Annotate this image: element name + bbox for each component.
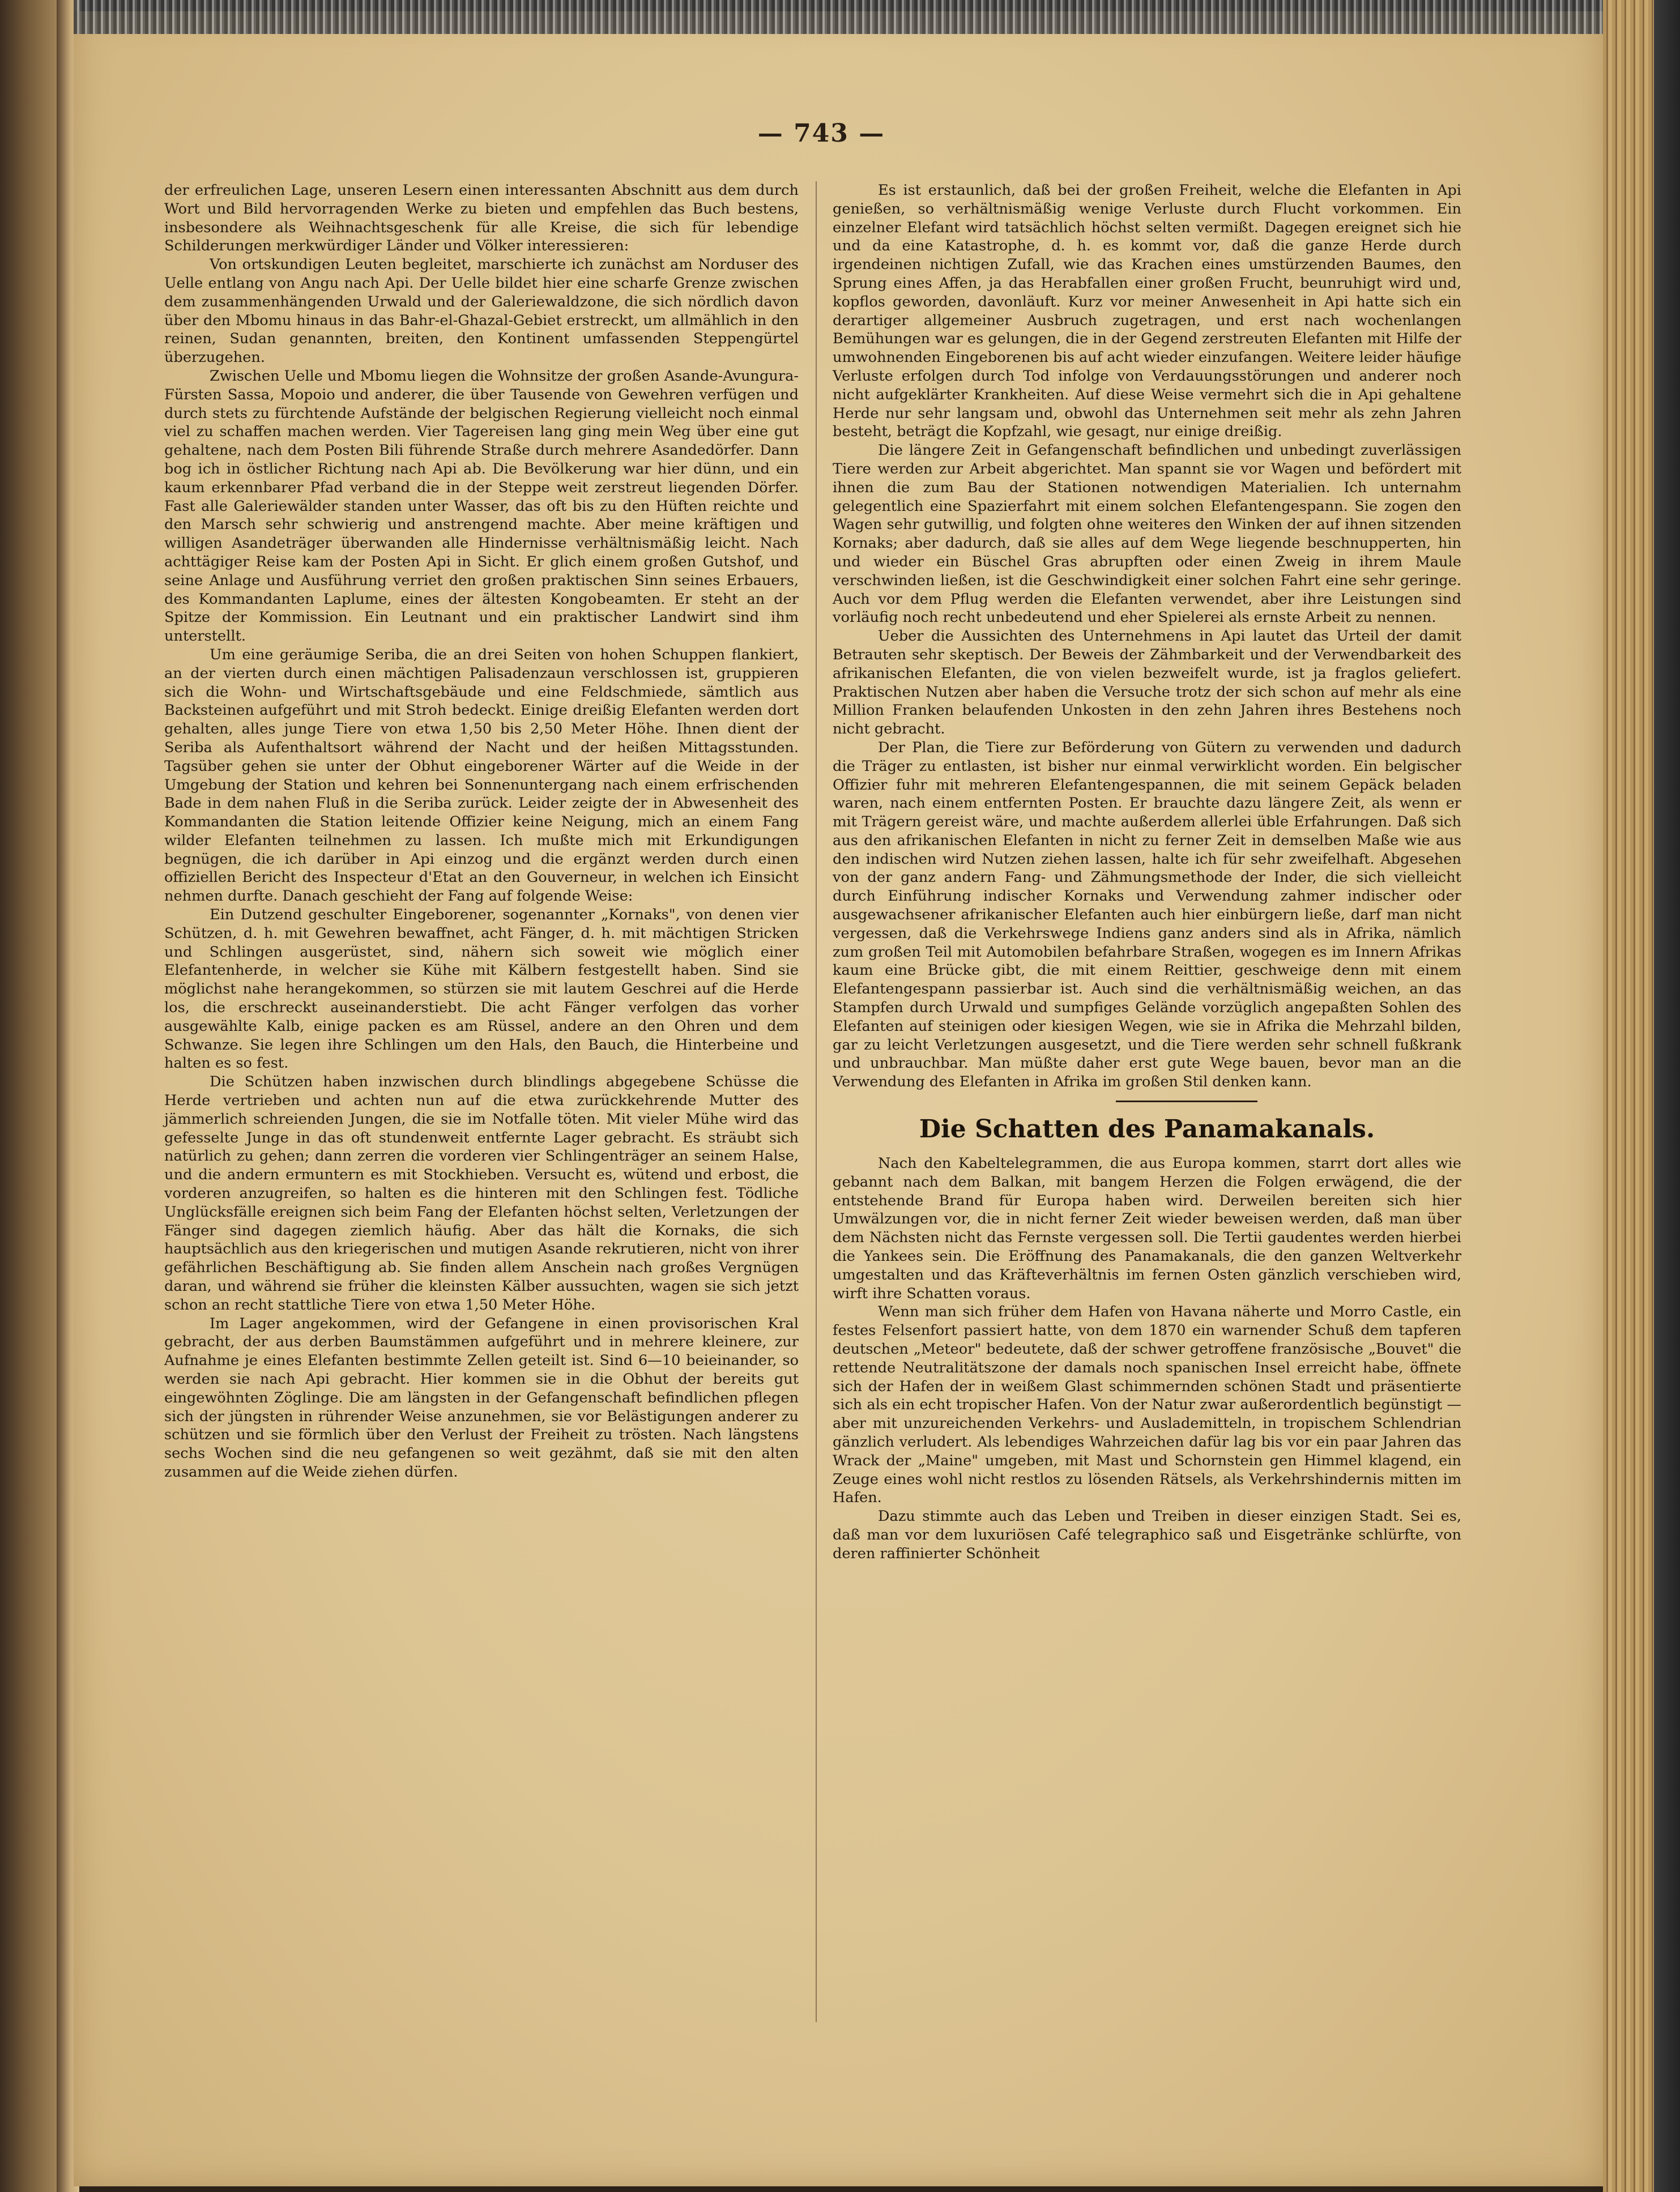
paragraph: Um eine geräumige Seriba, die an drei Seiten von hohen Schuppen flankiert, an der vierten durch einen mächtigen Palisadenzaun verschlossen ist, gruppieren sich die Wohn- und Wirtschaftsgebäude und eine Feldschmiede, sämtlich aus Backsteinen aufgeführt und mit Stroh bedeckt. Einige dreißig Elefanten werden dort gehalten, alles junge Tiere von etwa 1,50 bis 2,50 Meter Höhe. Ihnen dient der Seriba als Aufenthaltsort während der Nacht und der heißen Mittagsstunden. Tagsüber gehen sie unter der Obhut eingeborener Wärter auf die Weide in der Umgebung der Station und kehren bei Sonnenuntergang nach einem erfrischenden Bade in dem nahen Fluß in die Seriba zurück. Leider zeigte der in Abwesenheit des Kommandanten die Station leitende Offizier keine Neigung, mich an einem Fang wilder Elefanten teilnehmen zu lassen. Ich mußte mich mit Erkundigungen begnügen, die ich darüber in Api einzog und die ergänzt werden durch einen offiziellen Bericht des Inspecteur d'Etat an den Gouverneur, in welchen ich Einsicht nehmen durfte. Danach geschieht der Fang auf folgende Weise: (164, 646, 799, 905)
paragraph: Im Lager angekommen, wird der Gefangene in einen provisorischen Kral gebracht, der aus derben Baumstämmen aufgeführt und in mehrere kleinere, zur Aufnahme je eines Elefanten bestimmte Zellen geteilt ist. Sind 6—10 beieinander, so werden sie nach Api gebracht. Hier kommen sie in die Obhut der bereits gut eingewöhnten Zöglinge. Die am längsten in der Gefangenschaft befindlichen pflegen sich der jüngsten in rührender Weise anzunehmen, sie vor Belästigungen anderer zu schützen und sie förmlich über den Verlust der Freiheit zu trösten. Nach längstens sechs Wochen sind die neu gefangenen so weit gezähmt, daß sie mit den alten zusammen auf die Weide ziehen dürfen. (164, 1315, 799, 1481)
right-column-top-text (833, 181, 1461, 1091)
left-column (164, 181, 799, 1482)
paragraph: Dazu stimmte auch das Leben und Treiben in dieser einzigen Stadt. Sei es, daß man vor dem luxuriösen Café telegraphico saß und Eisgetränke schlürfte, von deren raffinierter Schönheit (833, 1508, 1461, 1562)
book-cover-edge (1654, 0, 1680, 2192)
right-column-bottom-text (833, 1154, 1461, 1563)
paragraph: Es ist erstaunlich, daß bei der großen Freiheit, welche die Elefanten in Api genießen, so verhältnismäßig wenige Verluste durch Flucht vorkommen. Ein einzelner Elefant wird tatsächlich höchst selten vermißt. Dagegen ereignet sich hie und da eine Katastrophe, d. h. es kommt vor, daß die ganze Herde durch irgendeinen nichtigen Zufall, wie das Krachen eines umstürzenden Baumes, den Sprung eines Affen, ja das Herabfallen einer großen Frucht, beunruhigt wird und, kopflos geworden, davonläuft. Kurz vor meiner Anwesenheit in Api hatte sich ein derartiger allgemeiner Ausbruch zugetragen, und erst nach wochenlangen Bemühungen war es gelungen, die in der Gegend zerstreuten Elefanten mit Hilfe der umwohnenden Eingeborenen bis auf acht wieder einzufangen. Weitere leider häufige Verluste erfolgen durch Tod infolge von Verdauungsstörungen und anderer noch nicht aufgeklärter Krankheiten. Auf diese Weise vermehrt sich die in Api gehaltene Herde nur sehr langsam und, obwohl das Unternehmen seit mehr als zehn Jahren besteht, beträgt die Kopfzahl, wie gesagt, nur einige dreißig. (833, 182, 1461, 441)
page-number: — 743 — (757, 119, 885, 148)
paragraph: der erfreulichen Lage, unseren Lesern einen interessanten Abschnitt aus dem durch Wort und Bild hervorragenden Werke zu bieten und empfehlen das Buch bestens, insbesondere als Weihnachtsgeschenk für alle Kreise, die sich für lebendige Schilderungen merkwürdiger Länder und Völker interessieren: (164, 182, 799, 255)
paragraph: Die längere Zeit in Gefangenschaft befindlichen und unbedingt zuverlässigen Tiere werden zur Arbeit abgerichtet. Man spannt sie vor Wagen und befördert mit ihnen die zum Bau der Stationen notwendigen Materialien. Ich unternahm gelegentlich eine Spazierfahrt mit einem solchen Elefantengespann. Sie zogen den Wagen sehr gutwillig, und folgten ohne weiteres den Winken der auf ihnen sitzenden Kornaks; aber dadurch, daß sie alles auf dem Wege liegende beschnupperten, hin und wieder ein Büschel Gras abrupften oder einen Zweig in ihrem Maule verschwinden ließen, ist die Geschwindigkeit einer solchen Fahrt eine sehr geringe. Auch vor dem Pflug werden die Elefanten verwendet, aber ihre Leistungen sind vorläufig noch recht unbedeutend und eher Spielerei als ernste Arbeit zu nennen. (833, 442, 1461, 626)
paragraph: Ueber die Aussichten des Unternehmens in Api lautet das Urteil der damit Betrauten sehr skeptisch. Der Beweis der Zähmbarkeit und der Verwendbarkeit des afrikanischen Elefanten, die von vielen bezweifelt wurde, ist ja fraglos geliefert. Praktischen Nutzen aber haben die Versuche trotz der sich schon auf mehr als eine Million Franken belaufenden Unkosten in den zehn Jahren ihres Bestehens noch nicht gebracht. (833, 628, 1461, 738)
paragraph: Zwischen Uelle und Mbomu liegen die Wohnsitze der großen Asande-Avungura-Fürsten Sassa, Mopoio und anderer, die über Tausende von Gewehren verfügen und durch stets zu fürchtende Aufstände der belgischen Regierung vielleicht noch einmal viel zu schaffen machen werden. Vier Tagereisen lang ging mein Weg über eine gut gehaltene, nach dem Posten Bili führende Straße durch mehrere Asandedörfer. Dann bog ich in östlicher Richtung nach Api ab. Die Bevölkerung war hier dünn, und ein kaum erkennbarer Pfad verband die in der Steppe weit zerstreut liegenden Dörfer. Fast alle Galeriewälder standen unter Wasser, das oft bis zu den Hüften reichte und den Marsch sehr schwierig und anstrengend machte. Aber meine kräftigen und willigen Asandeträger überwanden alle Hindernisse verhältnismäßig leicht. Nach achttägiger Reise kam der Posten Api in Sicht. Er glich einem großen Gutshof, und seine Anlage und Ausführung verriet den großen praktischen Sinn seines Erbauers, des Kommandanten Laplume, eines der ältesten Kongobeamten. Er steht an der Spitze der Kommission. Ein Leutnant und ein praktischer Landwirt sind ihm unterstellt. (164, 367, 799, 645)
paragraph: Ein Dutzend geschulter Eingeborener, sogenannter „Kornaks", von denen vier Schützen, d. h. mit Gewehren bewaffnet, acht Fänger, d. h. mit mächtigen Stricken und Schlingen ausgerüstet, sind, nähern sich soweit wie möglich einer Elefantenherde, in welcher sie Kühe mit Kälbern festgestellt haben. Sind sie möglichst nahe herangekommen, so stürzen sie mit lautem Geschrei auf die Herde los, die erschreckt auseinanderstiebt. Die acht Fänger verfolgen das vorher ausgewählte Kalb, einige packen es am Rüssel, andere an den Ohren und dem Schwanze. Sie legen ihre Schlingen um den Hals, den Bauch, die Hinterbeine und halten es so fest. (164, 906, 799, 1072)
paragraph: Der Plan, die Tiere zur Beförderung von Gütern zu verwenden und dadurch die Träger zu entlasten, ist bisher nur einmal verwirklicht worden. Ein belgischer Offizier fuhr mit mehreren Elefantengespannen, die mit seinem Gepäck beladen waren, nach einem entfernten Posten. Er brauchte dazu längere Zeit, als wenn er mit Trägern gereist wäre, und machte außerdem allerlei üble Erfahrungen. Daß sich aus den afrikanischen Elefanten in nicht zu ferner Zeit in demselben Maße wie aus den indischen wird Nutzen ziehen lassen, halte ich für sehr zweifelhaft. Abgesehen von der ganz andern Fang- und Zähmungsmethode der Inder, die sich vielleicht durch Einführung indischer Kornaks und Verwendung zahmer indischer oder ausgewachsener afrikanischer Elefanten auch hier einbürgern ließe, darf man nicht vergessen, daß die Verkehrswege Indiens ganz anders sind als in Afrika, nämlich zum großen Teil mit Automobilen befahrbare Straßen, wogegen es im Innern Afrikas kaum eine Brücke gibt, die mit einem Reittier, geschweige denn mit einem Elefantengespann passierbar ist. Auch sind die verhältnismäßig weichen, an das Stampfen durch Urwald und sumpfiges Gelände vorzüglich angepaßten Sohlen des Elefanten auf steinigen oder kiesigen Wegen, wie sie in Afrika die Mehrzahl bilden, gar zu leicht Verletzungen ausgesetzt, und die Tiere werden sehr schnell fußkrank und unbrauchbar. Man müßte daher erst gute Wege bauen, bevor man an die Verwendung des Elefanten in Afrika im großen Stil denken kann. (833, 739, 1461, 1091)
paragraph: Wenn man sich früher dem Hafen von Havana näherte und Morro Castle, ein festes Felsenfort passiert hatte, von dem 1870 ein warnender Schuß dem tapferen deutschen „Meteor" bedeutete, daß der schwer getroffene französische „Bouvet" die rettende Neutralitätszone der damals noch spanischen Insel erreicht habe, öffnete sich der Hafen der in weißem Glast schimmernden schönen Stadt und präsentierte sich als ein echt tropischer Hafen. Von der Natur zwar außerordentlich begünstigt — aber mit unzureichenden Verkehrs- und Auslademitteln, in tropischem Schlendrian gänzlich verludert. Als lebendiges Wahrzeichen dafür lag bis vor ein paar Jahren das Wrack der „Maine" umgeben, mit Mast und Schornstein gen Himmel klagend, ein Zeuge eines wohl nicht restlos zu lösenden Rätsels, als Verkehrshindernis mitten im Hafen. (833, 1303, 1461, 1507)
paragraph: Von ortskundigen Leuten begleitet, marschierte ich zunächst am Norduser des Uelle entlang von Angu nach Api. Der Uelle bildet hier eine scharfe Grenze zwischen dem zusammenhängenden Urwald und der Galeriewaldzone, die sich nördlich davon über den Mbomu hinaus in das Bahr-el-Ghazal-Gebiet erstreckt, um allmählich in den reinen, Sudan genannten, breiten, den Kontinent umfassenden Steppengürtel überzugehen. (164, 256, 799, 366)
article-title: Die Schatten des Panamakanals. (919, 1115, 1375, 1144)
paragraph: Nach den Kabeltelegrammen, die aus Europa kommen, starrt dort alles wie gebannt nach dem Balkan, mit bangem Herzen die Folgen erwägend, die der entstehende Brand für Europa haben wird. Derweilen bereiten sich hier Umwälzungen vor, die in nicht ferner Zeit wieder beweisen werden, daß man über dem Nächsten nicht das Fernste vergessen soll. Die Tertii gaudentes werden hierbei die Yankees sein. Die Eröffnung des Panamakanals, die den ganzen Weltverkehr umgestalten und das Kräfteverhältnis im fernen Osten gänzlich verschieben wird, wirft ihre Schatten voraus. (833, 1155, 1461, 1302)
column-divider (816, 181, 817, 2022)
left-page-edge (0, 0, 62, 2192)
right-column (833, 181, 1461, 1563)
top-edge-strip (74, 0, 1603, 34)
paragraph: Die Schützen haben inzwischen durch blindlings abgegebene Schüsse die Herde vertrieben und achten nun auf die etwa zurückkehrende Mutter des jämmerlich schreienden Jungen, die sie im Notfalle töten. Mit vieler Mühe wird das gefesselte Junge in das oft stundenweit entfernte Lager gebracht. Es sträubt sich natürlich zu gehen; dann zerren die vorderen vier Schlingenträger an seinem Halse, und die andern ermuntern es mit Stockhieben. Versucht es, wütend und erbost, die vorderen anzugreifen, so halten es die hinteren mit den Schlingen fest. Tödliche Unglücksfälle ereignen sich beim Fang der Elefanten höchst selten, Verletzungen der Fänger sind dagegen ziemlich häufig. Aber das hält die Kornaks, die sich hauptsächlich aus den kriegerischen und mutigen Asande rekrutieren, nicht von ihrer gefährlichen Beschäftigung ab. Sie finden allem Anschein nach großes Vergnügen daran, und während sie früher die kleinsten Kälber aussuchten, wagen sie sich jetzt schon an recht stattliche Tiere von etwa 1,50 Meter Höhe. (164, 1073, 799, 1314)
section-rule (1116, 1101, 1257, 1102)
